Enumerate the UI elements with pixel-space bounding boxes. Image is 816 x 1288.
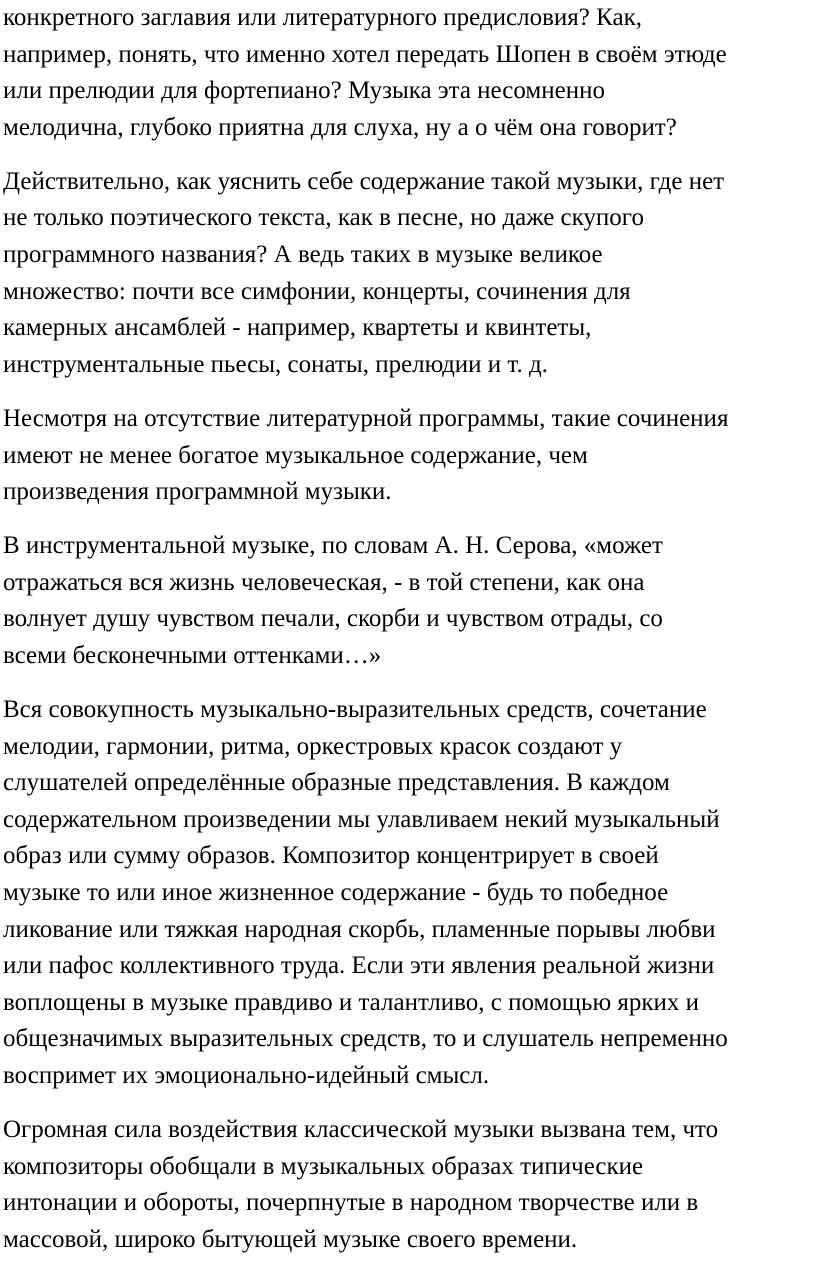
text-line: В инструментальной музыке, по словам А. Н. Серова, «может: [3, 532, 663, 560]
text-line: музыке то или иное жизненное содержание - будь то победное: [3, 879, 669, 907]
text-line: воспримет их эмоционально-идейный смысл.: [3, 1062, 490, 1090]
text-line: не только поэтического текста, как в песне, но даже скупого: [3, 204, 644, 232]
text-line: ликование или тяжкая народная скорбь, пламенные порывы любви: [3, 915, 716, 943]
text-line: Несмотря на отсутствие литературной программы, такие сочинения: [3, 404, 729, 432]
text-line: например, понять, что именно хотел передать Шопен в своём этюде: [3, 40, 727, 68]
text-line: Огромная сила воздействия классической музыки вызвана тем, что: [3, 1116, 719, 1144]
document-page: [3, 0, 816, 1276]
text-line: слушателей определённые образные представления. В каждом: [3, 769, 670, 797]
text-line: Вся совокупность музыкально-выразительных средств, сочетание: [3, 696, 707, 724]
text-line: всеми бесконечными оттенками…»: [3, 642, 382, 669]
text-line: волнует душу чувством печали, скорби и чувством отрады, со: [3, 605, 663, 633]
text-line: мелодии, гармонии, ритма, оркестровых красок создают у: [3, 732, 623, 760]
text-line: конкретного заглавия или литературного предисловия? Как,: [3, 4, 642, 31]
paragraph-3: [3, 401, 816, 511]
paragraph-4: [3, 528, 816, 674]
text-line: интонации и обороты, почерпнутые в народном творчестве или в: [3, 1189, 699, 1217]
text-line: камерных ансамблей - например, квартеты и квинтеты,: [3, 314, 592, 342]
text-line: отражаться вся жизнь человеческая, - в той степени, как она: [3, 568, 645, 596]
text-line: воплощены в музыке правдиво и талантливо, с помощью ярких и: [3, 988, 700, 1016]
text-line: содержательном произведении мы улавливаем некий музыкальный: [3, 805, 720, 833]
text-line: программного названия? А ведь таких в музыке великое: [3, 241, 603, 269]
text-line: произведения программной музыки.: [3, 478, 392, 506]
text-line: или пафос коллективного труда. Если эти явления реальной жизни: [3, 952, 715, 980]
paragraph-2: [3, 164, 816, 384]
text-line: общезначимых выразительных средств, то и слушатель непременно: [3, 1025, 728, 1053]
text-line: массовой, широко бытующей музыке своего времени.: [3, 1225, 578, 1253]
text-line: инструментальные пьесы, сонаты, прелюдии и т. д.: [3, 350, 548, 378]
paragraph-1: [3, 0, 816, 146]
text-line: имеют не менее богатое музыкальное содержание, чем: [3, 441, 588, 469]
text-line: Действительно, как уяснить себе содержание такой музыки, где нет: [3, 167, 725, 195]
text-line: множество: почти все симфонии, концерты, сочинения для: [3, 277, 631, 305]
text-line: или прелюдии для фортепиано? Музыка эта несомненно: [3, 77, 605, 105]
text-line: композиторы обобщали в музыкальных образах типические: [3, 1152, 644, 1180]
paragraph-5: [3, 692, 816, 1095]
text-line: мелодична, глубоко приятна для слуха, ну а о чём она говорит?: [3, 113, 677, 141]
paragraph-6: [3, 1112, 816, 1258]
text-line: образ или сумму образов. Композитор концентрирует в своей: [3, 842, 659, 870]
